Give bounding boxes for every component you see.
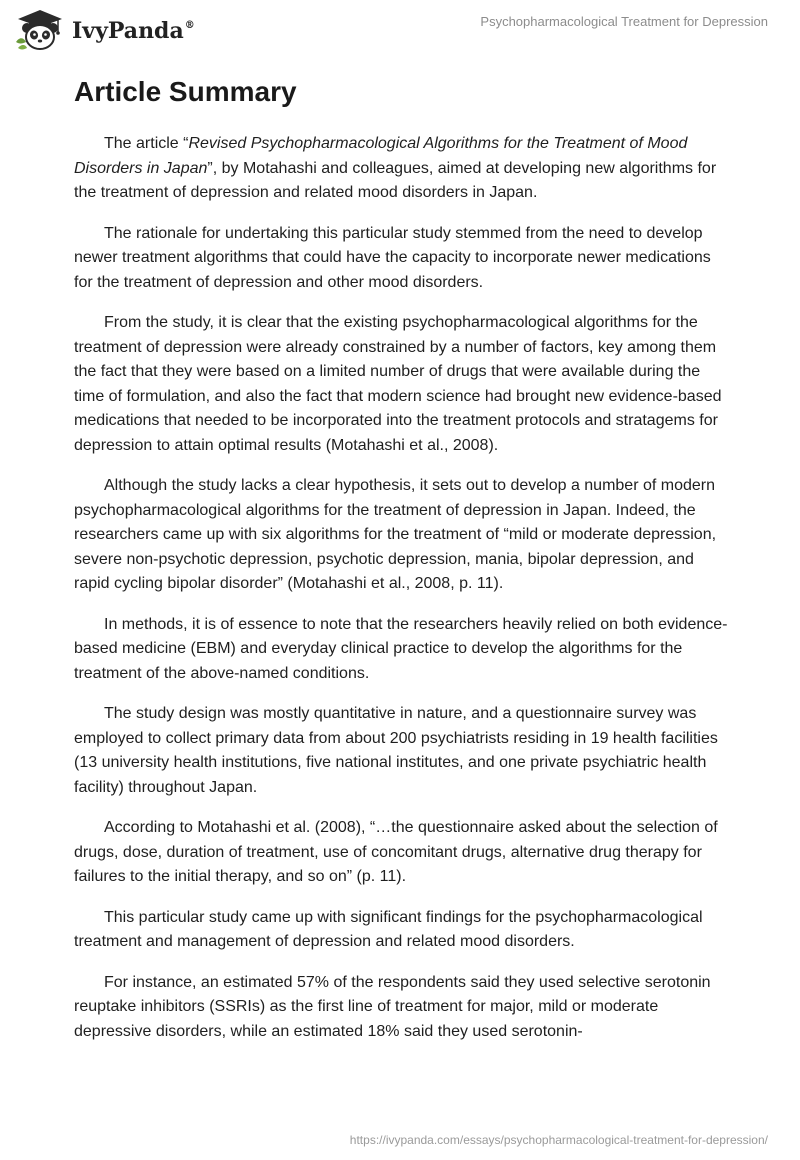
panda-graduation-icon [14,8,66,52]
paragraph: This particular study came up with significant findings for the psychopharmacological treatment and management of depression and related mood disorders. [74,908,703,950]
running-title: Psychopharmacological Treatment for Depression [480,14,768,29]
paragraph: In methods, it is of essence to note that the researchers heavily relied on both evidence-based medicine (EBM) and everyday clinical practice to develop the algorithms for the treatment of the above-named conditions. [74,615,728,682]
paragraph: The article “Revised Psychopharmacological Algorithms for the Treatment of Mood Disorders in Japan”, by Motahashi and colleagues, aimed at developing new algorithms for the treatment of depression and related mood disorders in Japan. [74,135,717,201]
article-body [74,76,730,1060]
paragraph: The study design was mostly quantitative in nature, and a questionnaire survey was employed to collect primary data from about 200 psychiatrists residing in 19 health facilities (13 university health institutions, five national institutes, and one private psychiatric health facility) throughout Japan. [74,705,718,796]
ivypanda-logo[interactable] [14,8,195,52]
paragraph: From the study, it is clear that the existing psychopharmacological algorithms for the treatment of depression were already constrained by a number of factors, key among them the fact that they were based on a limited number of drugs that were available during the time of formulation, and also the fact that modern science had brought new evidence-based medications that needed to be incorporated into the treatment protocols and stratagems for depression to attain optimal results (Motahashi et al., 2008). [74,314,722,454]
paragraph: For instance, an estimated 57% of the respondents said they used selective serotonin reuptake inhibitors (SSRIs) as the first line of treatment for major, mild or moderate depressive disorders, while an estimated 18% said they used serotonin- [74,973,711,1040]
paragraph: According to Motahashi et al. (2008), “…the questionnaire asked about the selection of drugs, dose, duration of treatment, use of concomitant drugs, alternative drug therapy for failures to the initial therapy, and so on” (p. 11). [74,819,718,885]
page-title: Article Summary [74,76,297,107]
paragraph: Although the study lacks a clear hypothesis, it sets out to develop a number of modern psychopharmacological algorithms for the treatment of depression in Japan. Indeed, the researchers came up with six algorithms for the treatment of “mild or moderate depression, severe non-psychotic depression, psychotic depression, mania, bipolar depression, and rapid cycling bipolar disorder” (Motahashi et al., 2008, p. 11). [74,477,717,592]
page-header [0,0,800,60]
source-url[interactable]: https://ivypanda.com/essays/psychopharmacological-treatment-for-depression/ [349,1133,768,1147]
brand-name: IvyPanda® [72,18,195,44]
article-title-italic: Revised Psychopharmacological Algorithms for the Treatment of Mood Disorders in Japan [74,135,688,177]
paragraph: The rationale for undertaking this particular study stemmed from the need to develop newer treatment algorithms that could have the capacity to incorporate newer medications for the treatment of depression and other mood disorders. [74,224,711,291]
